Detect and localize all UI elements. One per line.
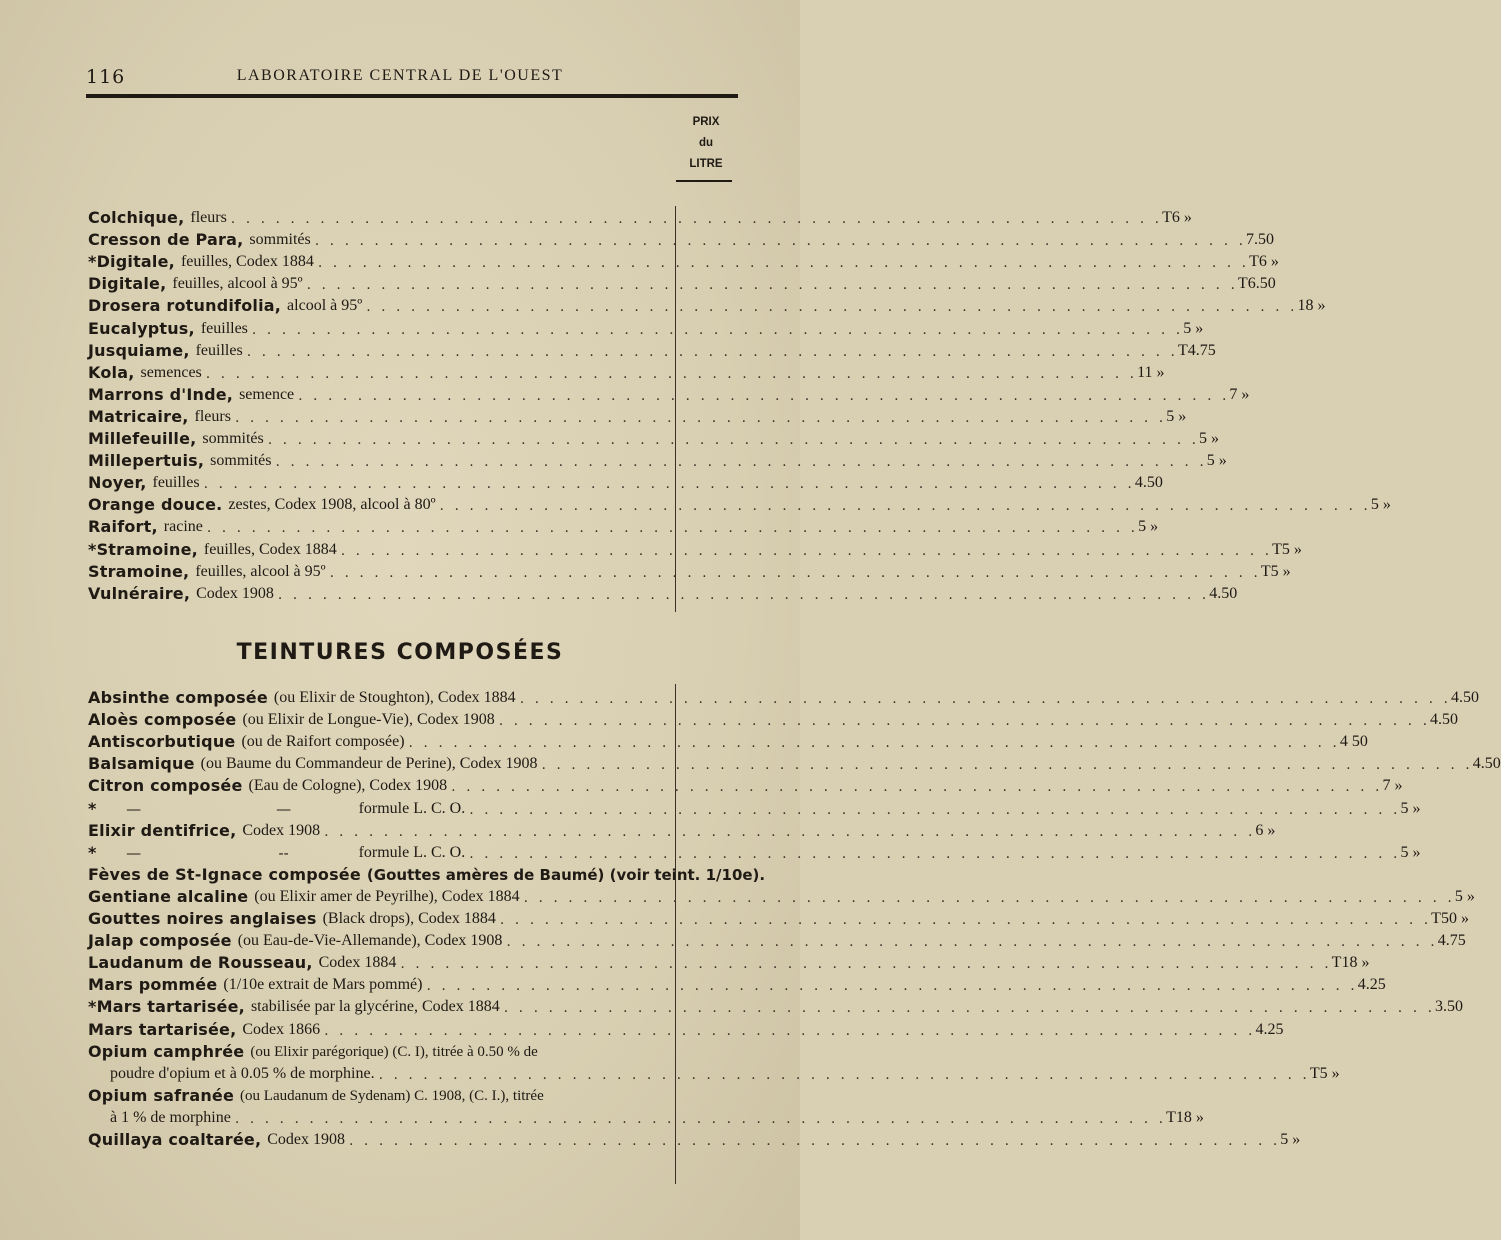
entry-description: semences — [140, 363, 202, 381]
entry-name: Millefeuille, — [88, 429, 197, 448]
dot-leader: . . . . . . . . . . . . . . . . . . . . . . . . . . . . . . . . . . . . . . . . . . . . . . . . . . . . . . . . . . . . . . . — [251, 321, 1184, 338]
table-row — [88, 883, 1475, 906]
row-entry — [88, 887, 1455, 906]
toxic-mark: T — [1166, 1108, 1176, 1126]
table-row — [88, 728, 1368, 752]
dot-leader: . . . . . . . . . . . . . . . . . . . . . . . . . . . . . . . . . . . . . . . . . . . . . . . . . . . . . . . . . . . . . . . — [306, 277, 1238, 294]
row-entry — [88, 909, 1431, 928]
price-header-line3: LITRE — [689, 158, 723, 170]
row-entry — [88, 1130, 1280, 1149]
entry-name: Noyer, — [88, 473, 147, 493]
entry-description: (ou Elixir amer de Peyrilhe), Codex 1884 — [254, 887, 520, 905]
entry-name: Opium safranée — [88, 1085, 235, 1105]
price-cell: 7 » — [1382, 777, 1403, 795]
entry-name: Digitale, — [96, 252, 175, 272]
row-entry — [88, 710, 1430, 729]
price-cell: 5 » — [1370, 496, 1391, 514]
dot-leader: . . . . . . . . . . . . . . . . . . . . . . . . . . . . . . . . . . . . . . . . . . . . . . . . . . . . . . . . . . . . . . . — [324, 1022, 1256, 1039]
table-row — [88, 536, 1302, 559]
entry-name: Jusquiame, — [88, 340, 190, 360]
table-row — [88, 292, 1326, 316]
dot-leader: . . . . . . . . . . . . . . . . . . . . . . . . . . . . . . . . . . . . . . . . . . . . . . . . . . . . . . . . . . . . . . . — [503, 1000, 1436, 1017]
dot-leader: . . . . . . . . . . . . . . . . . . . . . . . . . . . . . . . . . . . . . . . . . . . . . . . . . . . . . . . . . . . . . . . — [469, 845, 1401, 862]
price-header-rule — [676, 180, 732, 182]
table-row — [88, 558, 1291, 581]
entry-description: feuilles — [200, 319, 248, 337]
dot-leader: . . . . . . . . . . . . . . . . . . . . . . . . . . . . . . . . . . . . . . . . . . . . . . . . . . . . . . . . . . . . . . . — [246, 343, 1178, 360]
entry-name: Fèves de St-Ignace composée — [88, 864, 361, 884]
table-row — [88, 817, 1276, 840]
row-entry — [88, 776, 1382, 795]
table-row — [88, 204, 1192, 227]
dot-leader: . . . . . . . . . . . . . . . . . . . . . . . . . . . . . . . . . . . . . . . . . . . . . . . . . . . . . . . . . . . . . . . — [469, 801, 1401, 818]
entry-description: Codex 1866 — [242, 1020, 321, 1038]
table-row — [88, 839, 1421, 862]
ditto-mark: — — [126, 799, 142, 818]
table-row — [88, 425, 1220, 448]
row-entry — [88, 1109, 1166, 1127]
table-row — [88, 795, 1421, 818]
entry-name: Antiscorbutique — [88, 732, 236, 752]
toxic-mark: T — [1431, 910, 1441, 927]
price-cell: 18 » — [1297, 297, 1326, 315]
entry-description: sommités — [249, 231, 311, 249]
asterisk-mark: * — [88, 539, 97, 559]
entry-description: zestes, Codex 1908, alcool à 80º — [228, 496, 436, 514]
dot-leader: . . . . . . . . . . . . . . . . . . . . . . . . . . . . . . . . . . . . . . . . . . . . . . . . . . . . . . . . . . . . . . . — [499, 912, 1432, 928]
toxic-mark: T — [1249, 253, 1259, 271]
row-entry — [88, 562, 1261, 581]
entry-description: formule L. C. O. — [358, 799, 466, 817]
table-row — [88, 927, 1466, 951]
entry-name: Vulnéraire, — [88, 583, 191, 603]
entry-name: Mars pommée — [88, 975, 218, 995]
ditto-mark: — — [276, 799, 292, 818]
price-header-line2: du — [698, 137, 714, 149]
entry-name: Balsamique — [88, 754, 195, 774]
price-cell: 5 » — [1138, 518, 1159, 536]
price-cell: 3.50 — [1435, 998, 1464, 1016]
entry-description: (Black drops), Codex 1884 — [322, 910, 496, 927]
row-entry — [88, 363, 1137, 382]
dot-leader: . . . . . . . . . . . . . . . . . . . . . . . . . . . . . . . . . . . . . . . . . . . . . . . . . . . . . . . . . . . . . . . — [519, 691, 1451, 707]
entry-description: (1/10e extrait de Mars pommé) — [223, 976, 423, 994]
entry-name: Raifort, — [88, 517, 158, 537]
entry-description: (ou Baume du Commandeur de Perine), Codex 1908 — [200, 755, 538, 773]
price-cell: 5 » — [1281, 540, 1302, 558]
price-cell: 5 » — [1166, 407, 1187, 425]
dot-leader: . . . . . . . . . . . . . . . . . . . . . . . . . . . . . . . . . . . . . . . . . . . . . . . . . . . . . . . . . . . . . . . — [314, 233, 1247, 250]
price-column-header — [676, 112, 736, 175]
dot-leader: . . . . . . . . . . . . . . . . . . . . . . . . . . . . . . . . . . . . . . . . . . . . . . . . . . . . . . . . . . . . . . . — [275, 454, 1207, 471]
table-row — [88, 905, 1469, 928]
entry-name: Drosera rotundifolia, — [88, 296, 282, 316]
price-cell: 5 » — [1454, 887, 1475, 905]
asterisk-mark: * — [88, 252, 97, 272]
dot-leader: . . . . . . . . . . . . . . . . . . . . . . . . . . . . . . . . . . . . . . . . . . . . . . . . . . . . . . . . . . . . . . . — [426, 978, 1358, 995]
price-cell: 4.75 — [1437, 932, 1466, 950]
price-cell: 4.25 — [1255, 1020, 1284, 1038]
table-row — [88, 1126, 1301, 1149]
row-entry — [88, 274, 1238, 293]
dot-leader: . . . . . . . . . . . . . . . . . . . . . . . . . . . . . . . . . . . . . . . . . . . . . . . . . . . . . . . . . . . . . . . — [498, 713, 1431, 730]
entry-name: Opium camphrée — [88, 1041, 245, 1061]
entry-description: (ou Eau-de-Vie-Allemande), Codex 1908 — [237, 932, 503, 950]
price-header-line1: PRIX — [692, 116, 720, 128]
entry-description: poudre d'opium et à 0.05 % de morphine. — [110, 1064, 375, 1082]
table-row — [88, 491, 1391, 515]
table-row — [88, 403, 1187, 426]
row-entry — [88, 495, 1371, 514]
row-entry — [88, 540, 1272, 559]
price-cell: 6 » — [1171, 209, 1192, 226]
price-cell: 4.50 — [1134, 474, 1163, 492]
entry-description: sommités — [210, 452, 272, 470]
entry-name: Mars tartarisée, — [96, 997, 245, 1017]
entry-name: Stramoine, — [96, 539, 198, 559]
dot-leader: . . . . . . . . . . . . . . . . . . . . . . . . . . . . . . . . . . . . . . . . . . . . . . . . . . . . . . . . . . . . . . . — [277, 586, 1210, 603]
entry-description: à 1 % de morphine — [110, 1108, 231, 1126]
dot-leader: . . . . . . . . . . . . . . . . . . . . . . . . . . . . . . . . . . . . . . . . . . . . . . . . . . . . . . . . . . . . . . . — [378, 1066, 1310, 1083]
entry-description: alcool à 95º — [287, 297, 363, 315]
table-row — [88, 226, 1275, 250]
entry-description: racine — [163, 518, 203, 536]
entry-description: sommités — [202, 430, 264, 447]
table-row — [88, 772, 1403, 796]
dot-leader: . . . . . . . . . . . . . . . . . . . . . . . . . . . . . . . . . . . . . . . . . . . . . . . . . . . . . . . . . . . . . . . — [234, 1110, 1167, 1127]
table-row — [88, 1016, 1284, 1039]
price-cell: 4.50 — [1430, 711, 1459, 729]
entry-description: fleurs — [194, 407, 231, 425]
price-cell: 4.75 — [1187, 341, 1216, 359]
table-row — [88, 861, 766, 884]
dot-leader: . . . . . . . . . . . . . . . . . . . . . . . . . . . . . . . . . . . . . . . . . . . . . . . . . . . . . . . . . . . . . . . — [451, 779, 1383, 796]
entry-description: (Gouttes amères de Baumé) (voir teint. 1/10e). — [366, 865, 766, 884]
entry-name: Matricaire, — [88, 406, 189, 426]
table-row — [88, 337, 1216, 360]
row-entry — [88, 429, 1199, 448]
table-row — [88, 469, 1163, 493]
table-row — [88, 993, 1464, 1017]
dot-leader: . . . . . . . . . . . . . . . . . . . . . . . . . . . . . . . . . . . . . . . . . . . . . . . . . . . . . . . . . . . . . . . — [205, 365, 1138, 382]
table-row — [88, 447, 1227, 471]
table-row — [88, 1104, 1204, 1127]
entry-description: feuilles, alcool à 95º — [172, 275, 303, 293]
asterisk-mark: * — [88, 842, 97, 862]
dot-leader: . . . . . . . . . . . . . . . . . . . . . . . . . . . . . . . . . . . . . . . . . . . . . . . . . . . . . . . . . . . . . . . — [523, 889, 1455, 906]
entry-description: (Eau de Cologne), Codex 1908 — [248, 777, 448, 795]
row-entry — [88, 821, 1255, 840]
asterisk-mark: * — [88, 798, 97, 818]
entry-name: Eucalyptus, — [88, 318, 195, 338]
table-row — [88, 359, 1165, 382]
table-row — [88, 1060, 1340, 1083]
dot-leader: . . . . . . . . . . . . . . . . . . . . . . . . . . . . . . . . . . . . . . . . . . . . . . . . . . . . . . . . . . . . . . . — [340, 542, 1273, 559]
price-cell: 5 » — [1199, 430, 1220, 447]
entry-name: Absinthe composée — [88, 688, 268, 707]
price-cell: 5 » — [1400, 799, 1421, 817]
dot-leader: . . . . . . . . . . . . . . . . . . . . . . . . . . . . . . . . . . . . . . . . . . . . . . . . . . . . . . . . . . . . . . . — [298, 387, 1230, 404]
entry-name: Orange douce. — [88, 495, 223, 515]
price-cell: 18 » — [1341, 954, 1370, 972]
row-entry — [88, 296, 1297, 315]
entry-description: Codex 1908 — [267, 1131, 346, 1148]
table-row — [88, 315, 1204, 338]
price-cell: 5 » — [1280, 1131, 1301, 1148]
table-row — [88, 580, 1238, 603]
entry-description: (ou Elixir de Stoughton), Codex 1884 — [273, 689, 516, 706]
entry-name: Colchique, — [88, 208, 185, 227]
entry-description: feuilles — [195, 341, 243, 359]
row-entry — [88, 799, 1401, 818]
entry-description: (ou Elixir parégorique) (C. I), titrée à 0.50 % de — [250, 1043, 538, 1060]
dot-leader: . . . . . . . . . . . . . . . . . . . . . . . . . . . . . . . . . . . . . . . . . . . . . . . . . . . . . . . . . . . . . . . — [324, 823, 1256, 840]
entry-name: Stramoine, — [88, 561, 190, 581]
price-cell: 5 » — [1183, 319, 1204, 337]
row-entry — [88, 385, 1229, 404]
price-cell: 5 » — [1270, 562, 1291, 580]
row-entry — [88, 975, 1358, 994]
row-entry — [88, 517, 1138, 536]
header-rule — [86, 94, 738, 98]
table-row — [88, 971, 1386, 995]
toxic-mark: T — [1309, 1064, 1320, 1082]
entry-description: stabilisée par la glycérine, Codex 1884 — [250, 998, 500, 1016]
dot-leader: . . . . . . . . . . . . . . . . . . . . . . . . . . . . . . . . . . . . . . . . . . . . . . . . . . . . . . . . . . . . . . . — [267, 432, 1200, 448]
price-cell: 4.25 — [1357, 976, 1386, 994]
price-cell: 7 » — [1229, 385, 1250, 403]
row-entry — [88, 1042, 658, 1061]
section-title: TEINTURES COMPOSÉES — [236, 640, 564, 665]
entry-name: Quillaya coaltarée, — [88, 1130, 262, 1149]
page-number: 116 — [86, 66, 126, 88]
entry-name: Millepertuis, — [88, 451, 205, 471]
entry-description: feuilles, alcool à 95º — [195, 562, 326, 580]
dot-leader: . . . . . . . . . . . . . . . . . . . . . . . . . . . . . . . . . . . . . . . . . . . . . . . . . . . . . . . . . . . . . . . — [234, 409, 1167, 426]
price-cell: 18 » — [1175, 1108, 1204, 1126]
table-row — [88, 1038, 736, 1061]
table-row — [88, 270, 1276, 294]
row-entry — [88, 953, 1332, 972]
row-entry — [88, 319, 1183, 338]
entry-description: fleurs — [190, 209, 227, 226]
entry-name: Kola, — [88, 362, 135, 382]
row-entry — [88, 473, 1135, 492]
price-cell: 5 » — [1400, 843, 1421, 861]
row-entry — [88, 407, 1166, 426]
price-cell: 7.50 — [1246, 231, 1275, 249]
dot-leader: . . . . . . . . . . . . . . . . . . . . . . . . . . . . . . . . . . . . . . . . . . . . . . . . . . . . . . . . . . . . . . . — [317, 255, 1250, 272]
table-row — [88, 706, 1459, 730]
dot-leader: . . . . . . . . . . . . . . . . . . . . . . . . . . . . . . . . . . . . . . . . . . . . . . . . . . . . . . . . . . . . . . . — [203, 476, 1135, 493]
price-cell: 50 » — [1440, 910, 1469, 927]
entry-name: Digitale, — [88, 274, 167, 294]
dot-leader: . . . . . . . . . . . . . . . . . . . . . . . . . . . . . . . . . . . . . . . . . . . . . . . . . . . . . . . . . . . . . . . — [400, 956, 1332, 973]
entry-name: Aloès composée — [88, 710, 237, 730]
dot-leader: . . . . . . . . . . . . . . . . . . . . . . . . . . . . . . . . . . . . . . . . . . . . . . . . . . . . . . . . . . . . . . . — [349, 1133, 1281, 1149]
ditto-mark: -- — [278, 843, 289, 862]
row-entry — [88, 732, 1340, 751]
dot-leader: . . . . . . . . . . . . . . . . . . . . . . . . . . . . . . . . . . . . . . . . . . . . . . . . . . . . . . . . . . . . . . . — [329, 564, 1261, 581]
entry-description: feuilles — [152, 474, 200, 492]
table-row — [88, 684, 1479, 707]
price-cell: 5 » — [1206, 452, 1227, 470]
row-entry — [88, 341, 1178, 360]
table-row — [88, 949, 1370, 973]
entry-description: (ou de Raifort composée) — [241, 733, 405, 751]
row-entry — [88, 754, 1473, 773]
price-cell: 4.50 — [1209, 584, 1238, 602]
toxic-mark: T — [1272, 540, 1282, 558]
entry-name: Laudanum de Rousseau, — [88, 953, 313, 973]
price-cell: 6.50 — [1247, 275, 1276, 293]
price-cell: 6 » — [1255, 821, 1276, 839]
price-cell: 4.50 — [1472, 755, 1501, 773]
entry-description: Codex 1884 — [318, 954, 397, 972]
price-cell: 11 » — [1137, 363, 1165, 381]
entry-description: (ou Elixir de Longue-Vie), Codex 1908 — [242, 711, 495, 729]
row-entry — [88, 584, 1209, 603]
toxic-mark: T — [1260, 562, 1271, 580]
entry-name: Jalap composée — [88, 931, 232, 951]
entry-name: Mars tartarisée, — [88, 1019, 237, 1039]
dot-leader: . . . . . . . . . . . . . . . . . . . . . . . . . . . . . . . . . . . . . . . . . . . . . . . . . . . . . . . . . . . . . . . — [206, 520, 1139, 537]
running-title: LABORATOIRE CENTRAL DE L'OUEST — [236, 67, 564, 84]
entry-description: (ou Laudanum de Sydenam) C. 1908, (C. I.), titrée — [240, 1087, 544, 1104]
entry-name: Gouttes noires anglaises — [88, 909, 317, 928]
entry-description: feuilles, Codex 1884 — [203, 540, 337, 558]
price-cell: 4 50 — [1339, 733, 1368, 751]
toxic-mark: T — [1177, 341, 1188, 359]
entry-name: Citron composée — [88, 776, 243, 796]
entry-name: Gentiane alcaline — [88, 886, 249, 906]
table-row — [88, 381, 1250, 404]
entry-description: formule L. C. O. — [358, 843, 466, 861]
asterisk-mark: * — [88, 997, 97, 1017]
entry-description: semence — [239, 385, 295, 403]
entry-description: Codex 1908 — [242, 821, 321, 839]
table-row — [88, 1082, 736, 1105]
row-entry — [88, 931, 1438, 950]
entry-name: Marrons d'Inde, — [88, 384, 234, 404]
toxic-mark: T — [1162, 209, 1172, 226]
entry-name: Cresson de Para, — [88, 230, 244, 250]
table-row — [88, 513, 1159, 537]
toxic-mark: T — [1331, 954, 1342, 972]
dot-leader: . . . . . . . . . . . . . . . . . . . . . . . . . . . . . . . . . . . . . . . . . . . . . . . . . . . . . . . . . . . . . . . — [408, 735, 1340, 752]
row-entry — [88, 865, 765, 884]
entry-description: Codex 1908 — [196, 584, 274, 602]
row-entry — [88, 1065, 1310, 1083]
row-entry — [88, 843, 1401, 862]
row-entry — [88, 252, 1249, 271]
table-row — [88, 750, 1501, 774]
row-entry — [88, 997, 1435, 1016]
row-entry — [88, 688, 1451, 707]
price-cell: 6 » — [1258, 253, 1279, 271]
row-entry — [88, 451, 1207, 470]
dot-leader: . . . . . . . . . . . . . . . . . . . . . . . . . . . . . . . . . . . . . . . . . . . . . . . . . . . . . . . . . . . . . . . — [541, 757, 1473, 774]
dot-leader: . . . . . . . . . . . . . . . . . . . . . . . . . . . . . . . . . . . . . . . . . . . . . . . . . . . . . . . . . . . . . . . — [230, 211, 1163, 227]
toxic-mark: T — [1237, 275, 1248, 293]
dot-leader: . . . . . . . . . . . . . . . . . . . . . . . . . . . . . . . . . . . . . . . . . . . . . . . . . . . . . . . . . . . . . . . — [506, 934, 1438, 951]
row-entry — [88, 1020, 1255, 1039]
dot-leader: . . . . . . . . . . . . . . . . . . . . . . . . . . . . . . . . . . . . . . . . . . . . . . . . . . . . . . . . . . . . . . . — [366, 299, 1298, 316]
row-entry — [88, 230, 1246, 249]
ditto-mark: — — [126, 843, 142, 862]
table-row — [88, 248, 1279, 272]
dot-leader: . . . . . . . . . . . . . . . . . . . . . . . . . . . . . . . . . . . . . . . . . . . . . . . . . . . . . . . . . . . . . . . — [439, 498, 1371, 515]
entry-description: feuilles, Codex 1884 — [180, 253, 314, 271]
row-entry — [88, 208, 1162, 227]
row-entry — [88, 1086, 658, 1105]
price-cell: 4.50 — [1450, 689, 1479, 706]
price-cell: 5 » — [1319, 1064, 1340, 1082]
entry-name: Elixir dentifrice, — [88, 820, 237, 840]
